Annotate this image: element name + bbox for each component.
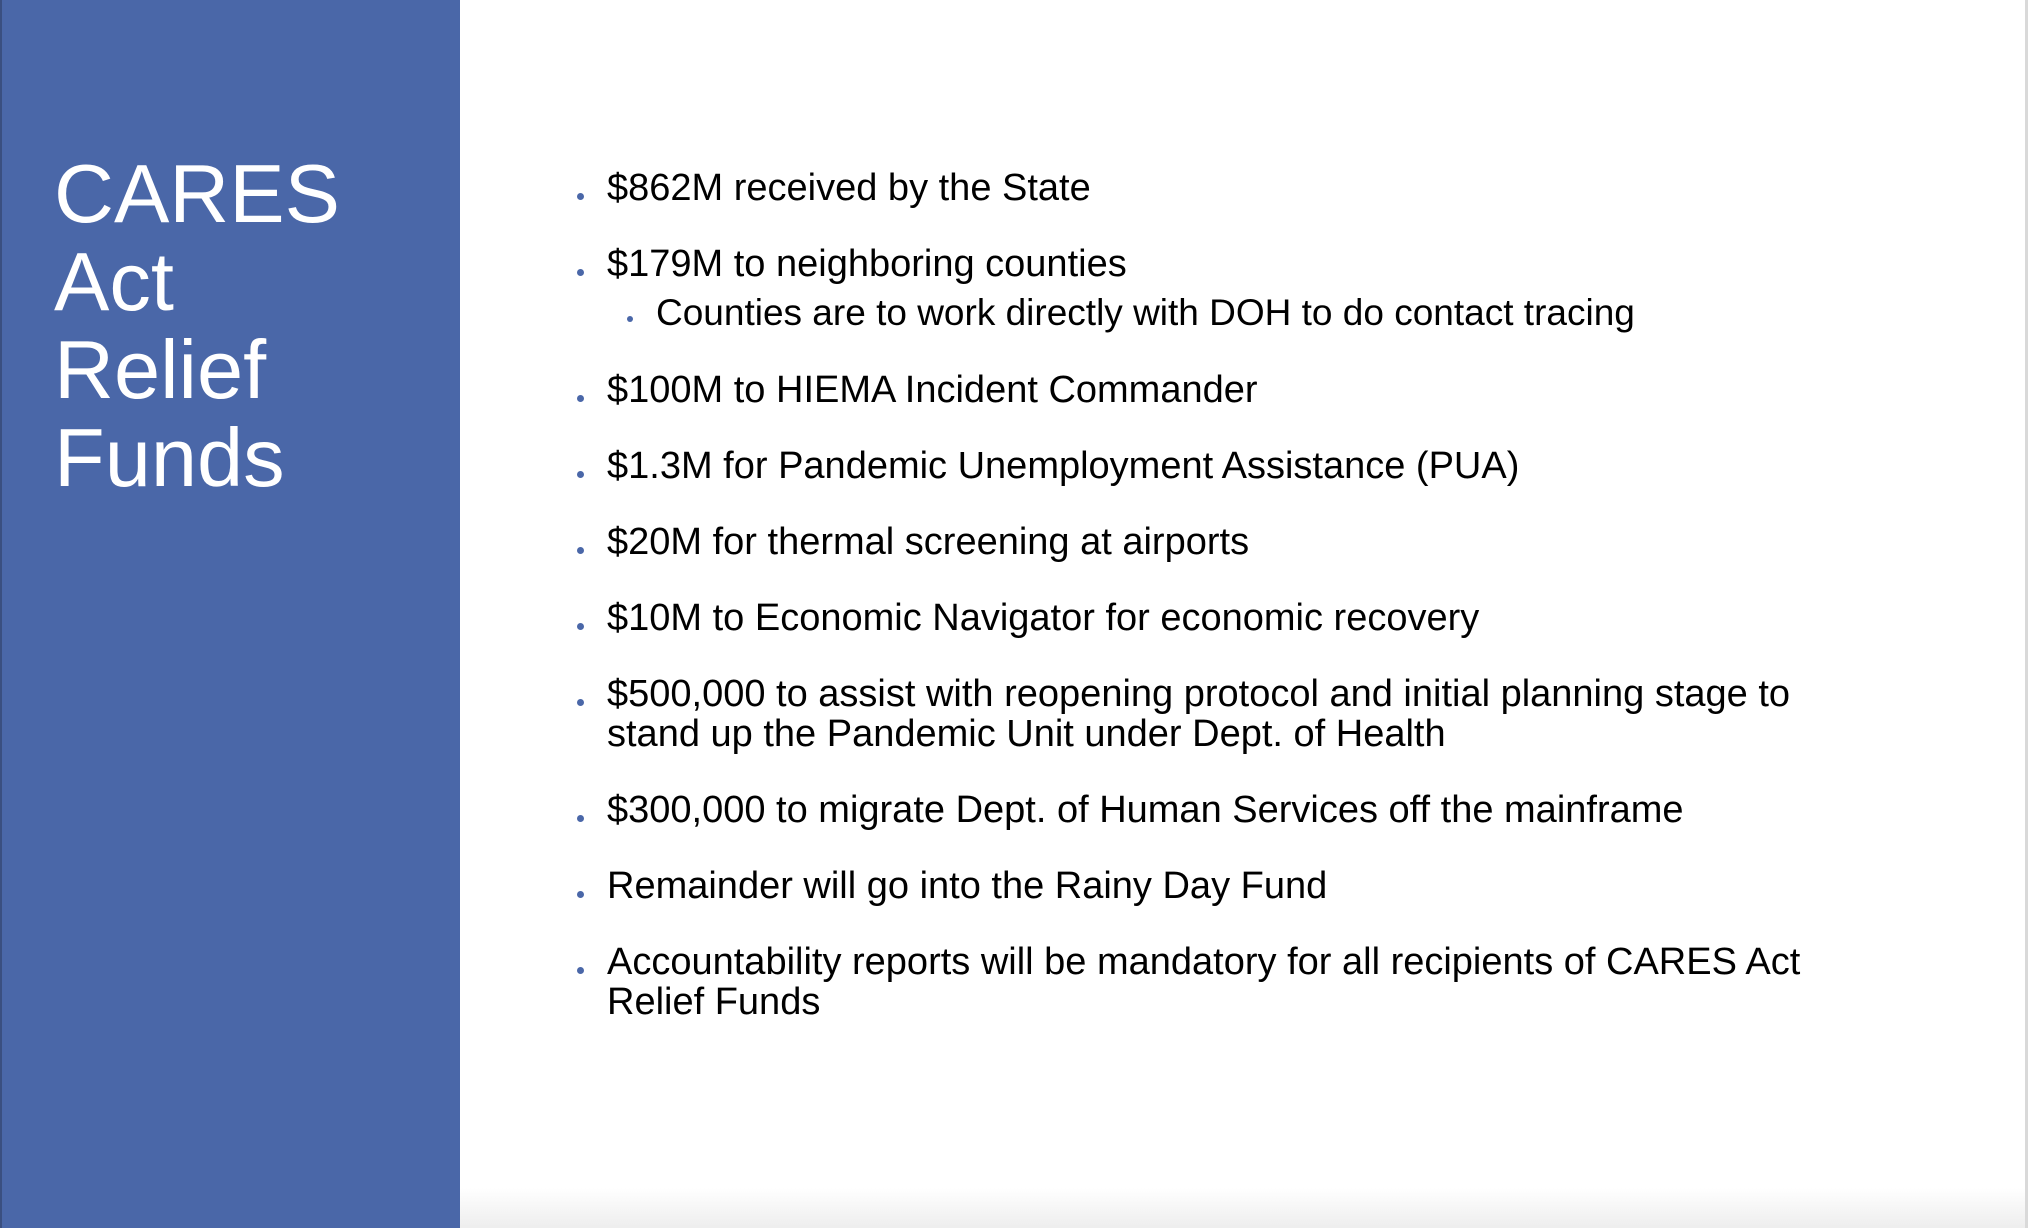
bullet-item [572, 866, 1872, 906]
slide-title-line: CARES [54, 147, 340, 240]
bullet-item [572, 674, 1872, 754]
bullet-text: $1.3M for Pandemic Unemployment Assistance (PUA) [607, 445, 1520, 487]
bullet-item [572, 168, 1872, 208]
bullet-text: $300,000 to migrate Dept. of Human Services off the mainframe [607, 789, 1684, 831]
bullet-item [572, 790, 1872, 830]
bullet-text: $100M to HIEMA Incident Commander [607, 369, 1258, 411]
bullet-item [572, 446, 1872, 486]
sub-bullet-list [607, 292, 1872, 334]
slide-title [54, 147, 454, 504]
slide-bottom-shadow [460, 1188, 2028, 1228]
bullet-item [572, 942, 1872, 1022]
title-sidebar [0, 0, 460, 1228]
bullet-text: $10M to Economic Navigator for economic recovery [607, 597, 1480, 639]
slide-title-line: Act [54, 235, 174, 328]
sub-bullet-item [607, 292, 1872, 334]
bullet-text: Remainder will go into the Rainy Day Fund [607, 865, 1328, 907]
bullet-text: Accountability reports will be mandatory for all recipients of CARES Act Relief Funds [607, 941, 1801, 1023]
bullet-text: $20M for thermal screening at airports [607, 521, 1250, 563]
bullet-text: $179M to neighboring counties [607, 243, 1127, 285]
bullet-list [572, 168, 1872, 1058]
bullet-item [572, 370, 1872, 410]
bullet-item [572, 244, 1872, 334]
bullet-text: $862M received by the State [607, 167, 1091, 209]
slide-title-line: Relief [54, 323, 267, 416]
bullet-text: $500,000 to assist with reopening protocol and initial planning stage to stand up the Pandemic Unit under Dept. of Health [607, 673, 1791, 755]
bullet-item [572, 522, 1872, 562]
slide-title-line: Funds [54, 411, 285, 504]
bullet-item [572, 598, 1872, 638]
sub-bullet-text: Counties are to work directly with DOH to do contact tracing [656, 292, 1635, 333]
